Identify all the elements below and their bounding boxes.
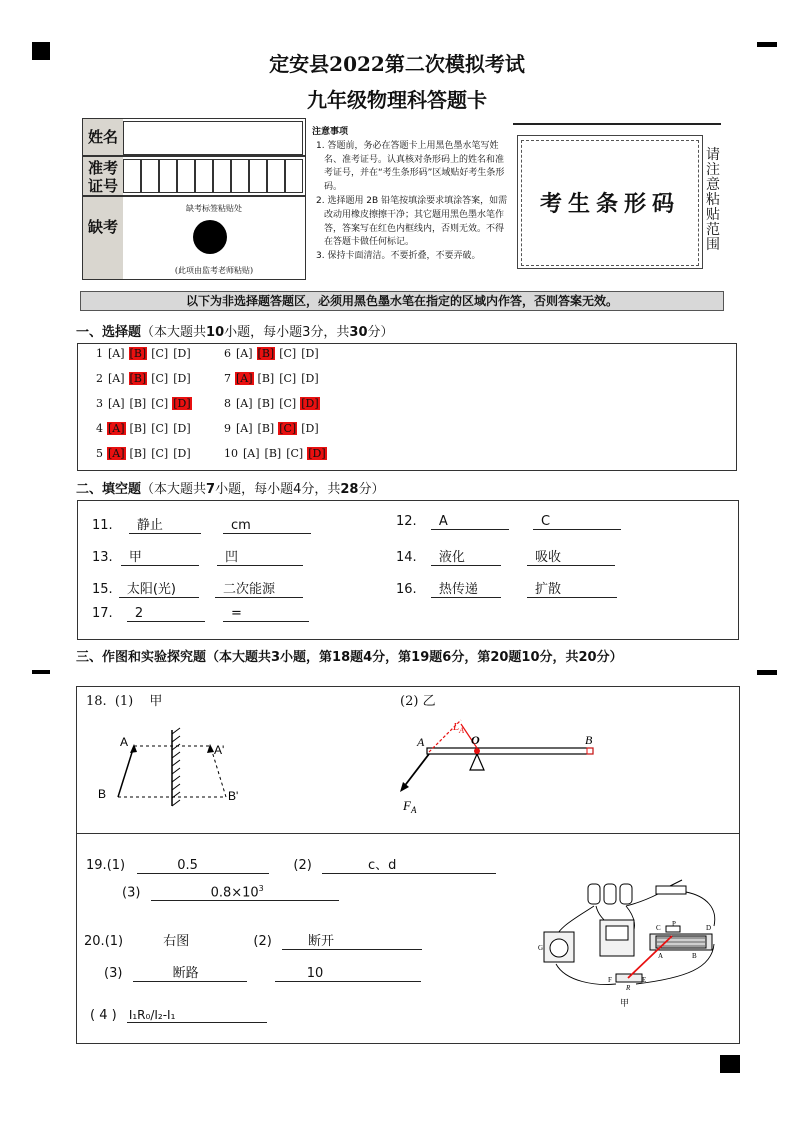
label-C: C <box>656 924 661 932</box>
lever-diagram[interactable] <box>395 716 605 816</box>
mc-number: 5 <box>96 447 103 460</box>
mc-option[interactable]: [D] <box>301 397 319 410</box>
section3-heading: 三、作图和实验探究题（本大题共3小题，第18题4分，第19题6分，第20题10分，共20分） <box>76 650 623 665</box>
q19-answer-3-value: 0.8×10 <box>210 885 259 901</box>
mc-option[interactable]: [D] <box>308 447 326 460</box>
switch-icon <box>656 880 686 894</box>
mc-number: 6 <box>224 347 231 360</box>
q20-part4: ( 4 ) <box>90 1008 117 1023</box>
corner-mark-top-right <box>757 42 777 47</box>
section1-desc: 小题，每小题3分，共 <box>224 325 350 340</box>
name-label: 姓名 <box>83 119 123 155</box>
q20-part1: (1) <box>104 934 124 949</box>
mc-option[interactable]: [C] <box>279 422 297 435</box>
exam-subtitle: 九年级物理科答题卡 <box>307 88 487 112</box>
q18-part2-header <box>400 690 436 709</box>
label-D: D <box>706 924 712 932</box>
student-info-box <box>82 118 306 280</box>
instructions <box>312 126 508 264</box>
q16-number: 16. <box>396 582 417 597</box>
id-label <box>83 157 123 197</box>
mc-option[interactable]: [B] <box>257 347 275 360</box>
q14-answer-b[interactable]: 吸收 <box>527 546 615 566</box>
q16 <box>396 578 617 598</box>
label-B: B <box>585 733 593 747</box>
section2-title: 二、填空题 <box>76 482 142 497</box>
q17-answer-b[interactable]: = <box>223 606 309 622</box>
section3-divider <box>76 833 740 834</box>
mc-option[interactable]: [B] <box>257 372 275 385</box>
object-arrow <box>118 746 134 797</box>
q12-number: 12. <box>396 514 417 529</box>
mc-option[interactable]: [B] <box>129 447 147 460</box>
absent-sticker-label: 缺考标签粘贴处 <box>186 204 242 213</box>
label-P: P <box>672 920 676 928</box>
id-label-line2: 证号 <box>87 177 118 195</box>
mc-option[interactable]: [A] <box>243 447 260 460</box>
label-A-prime: A' <box>214 743 225 757</box>
lever-end-b <box>587 748 593 754</box>
mc-number: 1 <box>96 347 103 360</box>
q19-number: 19. <box>86 858 107 873</box>
q18-header <box>86 690 162 709</box>
q19-part1: (1) <box>106 858 126 873</box>
absent-sticker-note: (此项由监考老师粘贴) <box>174 266 254 275</box>
section2-score: 28 <box>340 482 359 497</box>
section2-desc: 小题，每小题4分，共 <box>215 482 341 497</box>
q15-answer-b[interactable]: 二次能源 <box>215 578 303 598</box>
mc-option[interactable]: [B] <box>129 422 147 435</box>
section1-title: 一、选择题 <box>76 325 142 340</box>
q13 <box>92 546 303 566</box>
mc-option[interactable]: [A] <box>236 422 253 435</box>
q20-answer-4[interactable]: I₁R₀/I₂-I₁ <box>127 1008 267 1023</box>
q15-number: 15. <box>92 582 113 597</box>
mc-number: 9 <box>224 422 231 435</box>
q20-answer-3b[interactable]: 10 <box>275 966 421 982</box>
ammeter-icon <box>544 932 574 962</box>
mc-question-9 <box>224 422 323 435</box>
mc-option[interactable]: [C] <box>279 347 297 360</box>
label-O: O <box>471 733 480 747</box>
mc-question-10 <box>224 447 330 460</box>
mc-option[interactable]: [B] <box>257 422 275 435</box>
q19-answer-3[interactable] <box>151 884 339 901</box>
mc-option[interactable]: [C] <box>151 372 169 385</box>
notice-bar: 以下为非选择题答题区，必须用黑色墨水笔在指定的区域内作答，否则答案无效。 <box>80 291 724 311</box>
q20-answer-3[interactable]: 断路 <box>133 962 247 982</box>
object-arrow-head <box>130 744 137 753</box>
mc-option[interactable]: [C] <box>151 347 169 360</box>
figure-caption: 甲 <box>620 999 630 1009</box>
mc-option[interactable]: [B] <box>264 447 282 460</box>
mc-question-1 <box>96 347 195 360</box>
force-arrow <box>403 754 429 788</box>
label-B: B <box>692 952 697 960</box>
label-LA <box>452 721 464 735</box>
section2-desc: 分） <box>358 482 385 497</box>
q11-number: 11. <box>92 518 113 533</box>
mc-option[interactable]: [D] <box>301 372 319 385</box>
section2-count: 7 <box>206 482 216 497</box>
mc-option[interactable]: [B] <box>129 397 147 410</box>
mc-option[interactable]: [A] <box>108 347 125 360</box>
mc-question-4 <box>96 422 195 435</box>
instructions-heading: 注意事项 <box>312 127 349 137</box>
mc-option[interactable]: [C] <box>151 397 169 410</box>
label-FA <box>402 798 417 815</box>
mc-question-3 <box>96 397 195 410</box>
q12-answer-a[interactable]: A <box>431 514 509 530</box>
q14-number: 14. <box>396 550 417 565</box>
q19-part3: (3) <box>122 885 141 901</box>
id-number-grid[interactable] <box>123 159 303 193</box>
label-A: A <box>120 735 129 749</box>
q18-part1: (1) <box>114 694 134 709</box>
section1-desc: 分） <box>367 325 394 340</box>
battery-icon <box>588 884 632 904</box>
mc-number: 10 <box>224 447 238 460</box>
label-A: A <box>417 735 425 749</box>
label-B-prime: B' <box>228 789 239 803</box>
q17 <box>92 606 309 622</box>
mc-number: 8 <box>224 397 231 410</box>
mc-option[interactable]: [A] <box>236 372 253 385</box>
q17-number: 17. <box>92 606 113 621</box>
voltmeter-icon <box>600 920 634 956</box>
mc-option[interactable]: [B] <box>129 372 147 385</box>
label-E: E <box>642 976 647 984</box>
label-F: F <box>403 798 411 813</box>
barcode-area[interactable] <box>521 140 699 266</box>
mc-option[interactable]: [C] <box>286 447 304 460</box>
q20-line1 <box>84 930 422 950</box>
side-mark-left <box>32 670 50 674</box>
instruction-item: 2. 选择题用 2B 铅笔按填涂要求填涂答案，如需改动用橡皮擦擦干净；其它题用黑色墨水笔作答，答案写在红色内框线内，否则无效。不得在答题卡做任何标记。 <box>316 195 508 248</box>
mc-option[interactable]: [D] <box>301 422 319 435</box>
instruction-item: 1. 答题前，务必在答题卡上用黑色墨水笔写姓名、准考证号。认真核对条形码上的姓名和准考证号，并在“考生条形码”区域贴好考生条形码。 <box>316 140 505 193</box>
label-F: F <box>608 976 612 984</box>
label-L: L <box>453 721 460 733</box>
mc-question-8 <box>224 397 323 410</box>
mc-option[interactable]: [A] <box>108 447 125 460</box>
image-arrow-head <box>207 744 214 753</box>
mc-number: 4 <box>96 422 103 435</box>
mc-option[interactable]: [A] <box>108 397 125 410</box>
instruction-item: 3. 保持卡面清洁。不要折叠，不要弄破。 <box>316 251 481 262</box>
barcode-label: 考生条形码 <box>539 192 680 217</box>
q13-answer-b[interactable]: 凹 <box>217 546 303 566</box>
q19-line2 <box>122 884 339 901</box>
q17-answer-a[interactable]: 2 <box>127 606 205 622</box>
section1-heading <box>76 321 394 340</box>
label-L-sub: A <box>459 726 465 735</box>
q19-answer-1[interactable]: 0.5 <box>137 858 269 874</box>
force-arrow-head <box>400 782 409 792</box>
mc-option[interactable]: [D] <box>173 422 191 435</box>
mc-question-6 <box>224 347 323 360</box>
q20-part2: (2) <box>253 934 272 949</box>
name-field[interactable] <box>123 121 303 155</box>
q18-part2-answer[interactable]: 乙 <box>422 694 436 709</box>
mc-option[interactable]: [D] <box>173 347 191 360</box>
section2-desc: （本大题共 <box>141 482 207 497</box>
corner-mark-bottom-right <box>720 1055 740 1073</box>
fulcrum <box>470 754 484 770</box>
mc-option[interactable]: [A] <box>236 347 253 360</box>
q20-line4 <box>90 1008 267 1023</box>
q11-answer-b[interactable]: cm <box>223 518 311 534</box>
barcode-side-note: 请注意粘贴范围 <box>706 147 720 253</box>
label-F-sub: A <box>410 805 417 815</box>
q20-answer-1[interactable]: 右图 <box>163 934 190 949</box>
mc-option[interactable]: [A] <box>108 372 125 385</box>
mc-option[interactable]: [C] <box>151 447 169 460</box>
section1-count: 10 <box>206 325 225 340</box>
q19-answer-3-exponent: 3 <box>258 884 264 893</box>
section1-score: 30 <box>349 325 368 340</box>
mc-option[interactable]: [C] <box>279 372 297 385</box>
mc-option[interactable]: [B] <box>129 347 147 360</box>
mc-option[interactable]: [D] <box>173 372 191 385</box>
q14 <box>396 546 615 566</box>
section2-heading <box>76 478 384 497</box>
mc-option[interactable]: [B] <box>257 397 275 410</box>
q15-answer-a[interactable]: 太阳(光) <box>119 578 199 598</box>
mc-option[interactable]: [C] <box>151 422 169 435</box>
q20-part3: (3) <box>104 966 123 981</box>
mc-question-2 <box>96 372 195 385</box>
mc-option[interactable]: [D] <box>173 447 191 460</box>
mc-number: 2 <box>96 372 103 385</box>
q13-number: 13. <box>92 550 113 565</box>
q19-answer-2[interactable]: c、d <box>322 854 496 874</box>
exam-title: 定安县2022第二次模拟考试 <box>269 52 525 76</box>
mc-question-7 <box>224 372 323 385</box>
q18-part2: (2) <box>400 694 419 709</box>
q14-answer-a[interactable]: 液化 <box>431 546 501 566</box>
q12 <box>396 514 621 530</box>
q20-answer-2[interactable]: 断开 <box>282 930 422 950</box>
label-G: G <box>538 944 544 952</box>
mc-number: 3 <box>96 397 103 410</box>
mc-option[interactable]: [C] <box>279 397 297 410</box>
q19-part2: (2) <box>293 858 312 873</box>
q19-line1 <box>86 854 496 874</box>
mc-option[interactable]: [D] <box>301 347 319 360</box>
mc-option[interactable]: [A] <box>108 422 125 435</box>
label-R: R <box>626 984 631 992</box>
lever-bar <box>427 748 593 754</box>
section1-desc: （本大题共 <box>141 325 207 340</box>
mirror-hatch <box>172 728 180 806</box>
q15 <box>92 578 303 598</box>
q20-line3 <box>104 962 421 982</box>
q13-answer-a[interactable]: 甲 <box>121 546 199 566</box>
q16-answer-b[interactable]: 扩散 <box>527 578 617 598</box>
absent-label: 缺考 <box>83 197 123 279</box>
q11 <box>92 514 311 534</box>
mirror-diagram[interactable] <box>90 722 260 812</box>
mc-option[interactable]: [A] <box>236 397 253 410</box>
label-A: A <box>658 952 664 960</box>
mc-option[interactable]: [D] <box>173 397 191 410</box>
q12-answer-b[interactable]: C <box>533 514 621 530</box>
q18-part1-answer[interactable]: 甲 <box>149 694 163 709</box>
q18-number: 18. <box>86 694 107 709</box>
side-mark-right <box>757 670 777 675</box>
pivot-point <box>474 748 480 754</box>
barcode-top-line <box>513 123 721 125</box>
q11-answer-a[interactable]: 静止 <box>129 514 201 534</box>
q16-answer-a[interactable]: 热传递 <box>431 578 501 598</box>
label-B: B <box>98 787 107 801</box>
id-label-line1: 准考 <box>87 159 118 177</box>
circuit-diagram[interactable] <box>536 878 722 1012</box>
q20-number: 20. <box>84 934 105 949</box>
absent-sticker-circle[interactable] <box>193 220 227 254</box>
mc-number: 7 <box>224 372 231 385</box>
mc-question-5 <box>96 447 195 460</box>
